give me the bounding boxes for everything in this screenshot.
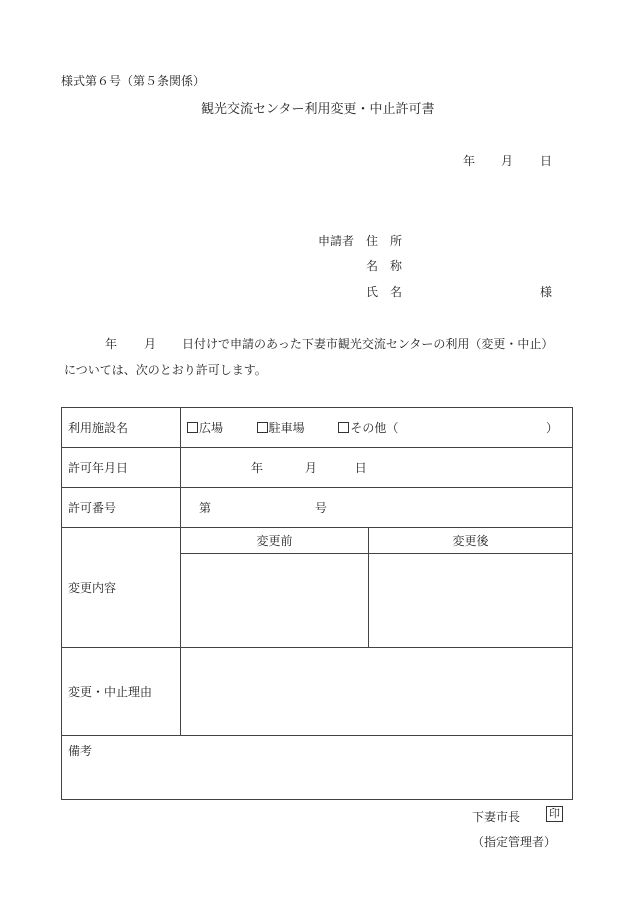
- parking-checkbox[interactable]: [257, 422, 268, 433]
- facility-label: 利用施設名: [62, 408, 181, 448]
- entity-name-label: 名 称: [366, 259, 403, 273]
- reason-row: [62, 648, 573, 736]
- remarks-cell[interactable]: [62, 736, 573, 800]
- after-change-header: 変更後: [369, 528, 573, 554]
- change-content-label: 変更内容: [62, 528, 181, 648]
- seal-mark: 印: [546, 806, 563, 822]
- permit-date-label: 許可年月日: [62, 448, 181, 488]
- body-month: 月: [144, 337, 157, 351]
- other-label: その他（: [350, 421, 399, 435]
- remarks-label: 備考: [68, 744, 93, 758]
- change-header-row: [62, 528, 573, 554]
- form-number: 様式第６号（第５条関係）: [61, 74, 206, 88]
- permit-number-suffix: 号: [314, 501, 327, 515]
- person-name-label: 氏 名: [366, 285, 403, 299]
- permit-table: [61, 407, 573, 800]
- body-sentence-2: については、次のとおり許可します。: [64, 363, 267, 377]
- permit-date-row: [62, 448, 573, 488]
- date-day: 日: [540, 154, 553, 168]
- permit-number-label: 許可番号: [62, 488, 181, 528]
- reason-cell[interactable]: [181, 648, 573, 736]
- plaza-checkbox[interactable]: [187, 422, 198, 433]
- permit-date-month: 月: [304, 461, 317, 475]
- permit-date-year: 年: [251, 461, 264, 475]
- mayor-title: 下妻市長: [472, 810, 521, 824]
- document-title: 観光交流センター利用変更・中止許可書: [201, 102, 435, 117]
- before-change-header: 変更前: [181, 528, 369, 554]
- other-close-paren: ）: [546, 421, 559, 435]
- permit-date-value: [181, 448, 573, 488]
- address-label: 住 所: [366, 234, 403, 248]
- designated-manager: （指定管理者）: [472, 835, 557, 849]
- permit-number-prefix: 第: [199, 501, 212, 515]
- permit-number-value: [181, 488, 573, 528]
- remarks-row: [62, 736, 573, 800]
- permit-date-day: 日: [354, 461, 367, 475]
- date-month: 月: [501, 154, 514, 168]
- body-sentence-1: 日付けで申請のあった下妻市観光交流センターの利用（変更・中止）: [182, 337, 554, 351]
- permit-number-row: [62, 488, 573, 528]
- facility-options: [181, 408, 573, 448]
- applicant-label: 申請者: [318, 234, 355, 248]
- body-year: 年: [105, 337, 118, 351]
- other-checkbox[interactable]: [338, 422, 349, 433]
- date-year: 年: [463, 154, 476, 168]
- before-change-cell[interactable]: [181, 554, 369, 648]
- parking-label: 駐車場: [268, 421, 305, 435]
- after-change-cell[interactable]: [369, 554, 573, 648]
- honorific: 様: [540, 285, 553, 299]
- facility-row: [62, 408, 573, 448]
- plaza-label: 広場: [199, 421, 224, 435]
- reason-label: 変更・中止理由: [62, 648, 181, 736]
